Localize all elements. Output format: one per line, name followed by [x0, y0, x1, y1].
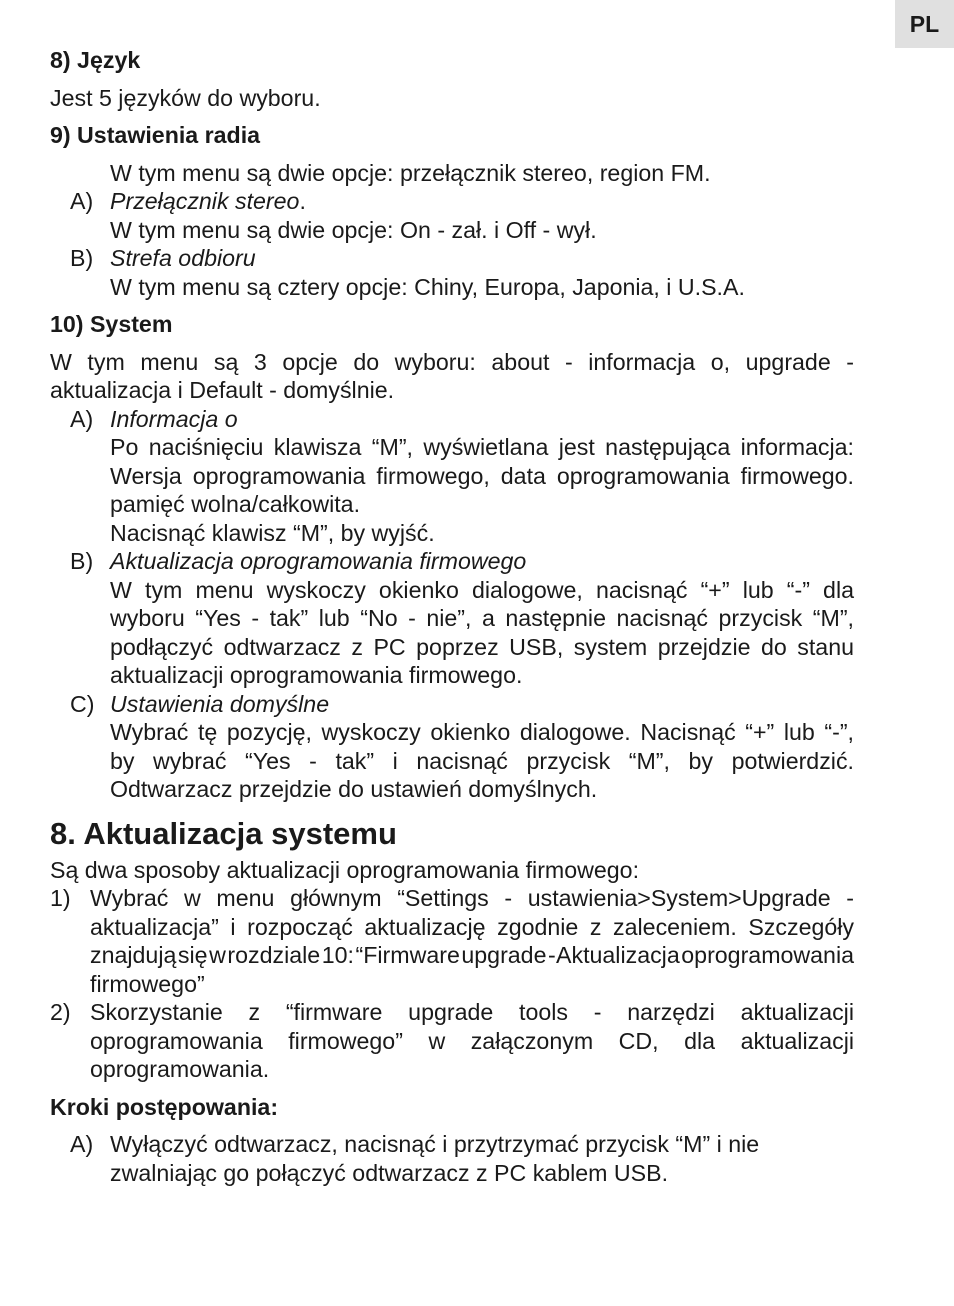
section-heading-radio: 9) Ustawienia radia	[50, 122, 261, 148]
section-heading-system: 10) System	[50, 311, 173, 337]
item-text: Wyłączyć odtwarzacz, nacisnąć i przytrzymać przycisk “M” i nie zwalniając go połączyć odtwarzacz z PC kablem USB.	[110, 1131, 760, 1186]
item-label: A)	[70, 405, 94, 432]
list-item	[50, 547, 854, 690]
language-tab: PL	[895, 0, 954, 48]
list-item	[50, 884, 854, 998]
item-title: Strefa odbioru	[110, 245, 256, 271]
list-item	[50, 405, 854, 548]
item-label: 1)	[50, 885, 71, 911]
item-title-suffix: .	[299, 188, 306, 214]
item-label: A)	[70, 188, 94, 214]
section-text-language: Jest 5 języków do wyboru.	[50, 84, 321, 111]
system-intro: W tym menu są 3 opcje do wyboru: about - informacja o, upgrade - aktualizacja i Default - domyślnie.	[50, 348, 854, 403]
item-text: W tym menu są dwie opcje: On - zał. i Off - wył.	[110, 216, 597, 243]
item-title: Aktualizacja oprogramowania firmowego	[110, 548, 527, 574]
list-item	[50, 187, 854, 244]
item-title: Informacja o	[110, 405, 238, 432]
item-text: Po naciśnięciu klawisza “M”, wyświetlana jest następująca informacja: Wersja oprogramowania firmowego, data oprogramowania firmowego. pamięć wolna/całkowita.	[110, 434, 854, 517]
item-label: B)	[70, 245, 94, 271]
item-title: Ustawienia domyślne	[110, 690, 330, 717]
radio-intro: W tym menu są dwie opcje: przełącznik stereo, region FM.	[110, 159, 711, 186]
item-text: Skorzystanie z “firmware upgrade tools - narzędzi aktualizacji oprogramowania firmowego” w załączonym CD, dla aktualizacji oprogramowania.	[90, 999, 854, 1082]
item-text: W tym menu wyskoczy okienko dialogowe, nacisnąć “+” lub “-” dla wyboru “Yes - tak” lub “No - nie”, a następnie nacisnąć przycisk “M”, podłączyć odtwarzacz z PC poprzez USB, system przejdzie do stanu aktualizacji oprogramowania firmowego.	[110, 576, 854, 688]
item-label: A)	[70, 1131, 94, 1157]
item-label: B)	[70, 548, 94, 574]
item-text: W tym menu są cztery opcje: Chiny, Europa, Japonia, i U.S.A.	[110, 273, 745, 300]
item-label: 2)	[50, 999, 71, 1025]
list-item	[50, 690, 854, 804]
list-item	[50, 244, 854, 301]
steps-heading: Kroki postępowania:	[50, 1093, 279, 1120]
section-heading-language: 8) Język	[50, 47, 141, 73]
manual-page	[50, 46, 854, 1187]
list-item	[50, 1130, 854, 1187]
item-label: C)	[70, 690, 95, 717]
chapter-title: 8. Aktualizacja systemu	[50, 815, 397, 851]
list-item	[50, 998, 854, 1084]
item-text: Wybrać tę pozycję, wyskoczy okienko dialogowe. Nacisnąć “+” lub “-”, by wybrać “Yes - tak” i nacisnąć przycisk “M”, by potwierdzić. Odtwarzacz przejdzie do ustawień domyślnych.	[110, 719, 854, 802]
item-text: Wybrać w menu głównym “Settings - ustawienia>System>Upgrade - aktualizacja” i rozpocząć aktualizację zgodnie z zaleceniem. Szczegóły znajdują się w rozdziale 10: “Firmware upgrade - Aktualizacja oprogramowania firmowego”	[90, 885, 854, 997]
item-text-2: Nacisnąć klawisz “M”, by wyjść.	[110, 519, 435, 546]
item-title: Przełącznik stereo	[110, 188, 300, 214]
chapter-intro: Są dwa sposoby aktualizacji oprogramowania firmowego:	[50, 856, 640, 883]
